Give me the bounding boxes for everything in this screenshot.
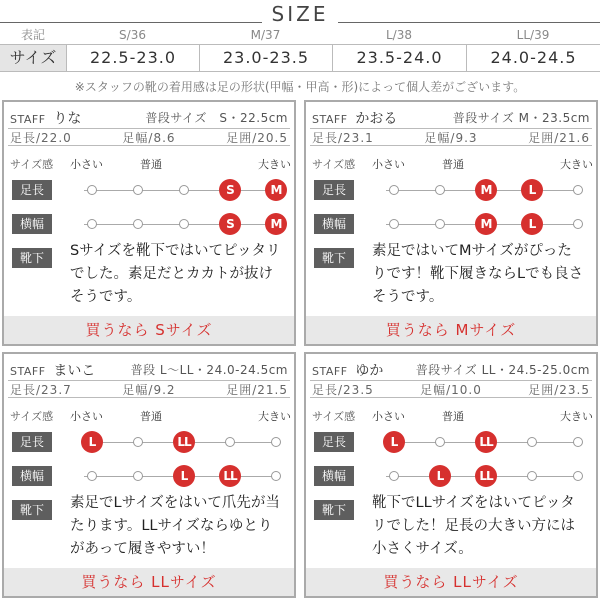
staff-name: かおる [355,111,398,127]
scale-small: 小さい [70,410,103,423]
usual-size: 普段サイズ S・22.5cm [145,111,288,125]
size-table-header [0,27,600,43]
scale-dot [179,219,189,229]
scale-dot [573,471,583,481]
size-marker: LL [475,465,497,487]
fit-track [84,224,272,225]
stat-length: 足長/22.0 [10,130,72,145]
staff-header [312,108,590,126]
scale-dot [271,437,281,447]
staff-label: STAFF [10,365,46,378]
staff-comment: 靴下でLLサイズをはいてピッタリでした！足長の大きい方には小さくサイズ。 [372,495,575,557]
size-marker: LL [219,465,241,487]
stat-girth: 足囲/21.5 [226,382,288,397]
size-marker: L [521,179,543,201]
fit-label: サイズ感 [312,158,356,171]
row-tag: 靴下 [314,500,354,520]
header-cell: L/38 [386,28,412,42]
scale-dot [389,185,399,195]
fit-label: サイズ感 [10,158,54,171]
size-marker: M [265,213,287,235]
size-marker: LL [475,431,497,453]
stat-length: 足長/23.7 [10,382,72,397]
staff-header [312,360,590,378]
staff-comment: 素足ではいてMサイズがぴったりです！靴下履きならLでも良さそうです。 [372,243,584,305]
stat-girth: 足囲/23.5 [528,382,590,397]
size-marker: L [429,465,451,487]
staff-label: STAFF [312,365,348,378]
scale-dot [573,185,583,195]
header-cell: S/36 [119,28,146,42]
scale-big: 大きい [560,158,593,171]
row-tag: 横幅 [314,214,354,234]
staff-name: ゆか [355,363,384,379]
stat-width: 足幅/8.6 [122,130,176,145]
staff-name: まいこ [53,363,96,379]
scale-mid: 普通 [140,158,162,171]
scale-dot [133,219,143,229]
scale-small: 小さい [372,158,405,171]
size-marker: L [521,213,543,235]
size-marker: S [219,179,241,201]
staff-label: STAFF [10,113,46,126]
scale-dot [389,471,399,481]
scale-dot [573,219,583,229]
row-label: サイズ [0,45,66,71]
usual-size: 普段サイズ LL・24.5-25.0cm [415,363,590,377]
header-cell: 表記 [20,28,45,42]
scale-dot [225,437,235,447]
size-marker: M [475,213,497,235]
foot-stats [310,128,592,146]
scale-dot [133,437,143,447]
size-marker: LL [173,431,195,453]
size-marker: M [265,179,287,201]
scale-big: 大きい [560,410,593,423]
header-cell: LL/39 [516,28,550,42]
foot-stats [8,128,290,146]
size-table-row [0,44,600,72]
size-cell: 22.5-23.0 [66,45,199,71]
buy-recommendation: 買うなら LLサイズ [4,568,294,596]
row-tag: 横幅 [314,466,354,486]
staff-header [10,108,288,126]
stat-width: 足幅/9.3 [424,130,478,145]
buy-recommendation: 買うなら Mサイズ [306,316,596,344]
scale-dot [133,471,143,481]
row-tag: 足長 [314,180,354,200]
size-cell: 23.0-23.5 [199,45,332,71]
size-marker: L [173,465,195,487]
scale-dot [271,471,281,481]
foot-stats [8,380,290,398]
scale-mid: 普通 [442,158,464,171]
scale-dot [87,219,97,229]
size-marker: L [383,431,405,453]
row-tag: 足長 [12,432,52,452]
scale-dot [435,185,445,195]
size-cell: 24.0-24.5 [466,45,600,71]
scale-dot [527,471,537,481]
row-tag: 横幅 [12,214,52,234]
title-rule-left [0,22,262,23]
scale-small: 小さい [372,410,405,423]
staff-label: STAFF [312,113,348,126]
scale-dot [389,219,399,229]
scale-dot [133,185,143,195]
scale-dot [573,437,583,447]
stat-girth: 足囲/21.6 [528,130,590,145]
row-tag: 足長 [12,180,52,200]
scale-dot [87,185,97,195]
title-rule-right [338,22,600,23]
fit-note: ※スタッフの靴の着用感は足の形状(甲幅・甲高・形)によって個人差がございます。 [74,80,526,94]
scale-big: 大きい [258,410,291,423]
row-tag: 靴下 [12,248,52,268]
fit-label: サイズ感 [312,410,356,423]
stat-length: 足長/23.1 [312,130,374,145]
staff-card [304,100,598,346]
size-title: SIZE [271,2,329,26]
stat-girth: 足囲/20.5 [226,130,288,145]
stat-length: 足長/23.5 [312,382,374,397]
size-cell: 23.5-24.0 [332,45,466,71]
scale-mid: 普通 [140,410,162,423]
size-marker: L [81,431,103,453]
row-tag: 横幅 [12,466,52,486]
size-marker: S [219,213,241,235]
staff-card [2,352,296,598]
staff-card [2,100,296,346]
staff-name: りな [53,111,82,127]
stat-width: 足幅/10.0 [420,382,482,397]
scale-dot [179,185,189,195]
fit-track [84,190,272,191]
staff-card [304,352,598,598]
staff-header [10,360,288,378]
foot-stats [310,380,592,398]
header-cell: M/37 [250,28,281,42]
scale-dot [87,471,97,481]
scale-dot [527,437,537,447]
row-tag: 靴下 [314,248,354,268]
stat-width: 足幅/9.2 [122,382,176,397]
scale-big: 大きい [258,158,291,171]
buy-recommendation: 買うなら LLサイズ [306,568,596,596]
size-marker: M [475,179,497,201]
staff-comment: Sサイズを靴下ではいてピッタリでした。素足だとカカトが抜けそうです。 [70,243,281,305]
staff-comment: 素足でLサイズをはいて爪先が当たります。LLサイズならゆとりがあって履きやすい！ [70,495,280,557]
scale-dot [435,219,445,229]
usual-size: 普段サイズ M・23.5cm [452,111,590,125]
row-tag: 靴下 [12,500,52,520]
scale-mid: 普通 [442,410,464,423]
buy-recommendation: 買うなら Sサイズ [4,316,294,344]
usual-size: 普段 L〜LL・24.0-24.5cm [130,363,288,377]
scale-dot [435,437,445,447]
scale-small: 小さい [70,158,103,171]
row-tag: 足長 [314,432,354,452]
fit-label: サイズ感 [10,410,54,423]
